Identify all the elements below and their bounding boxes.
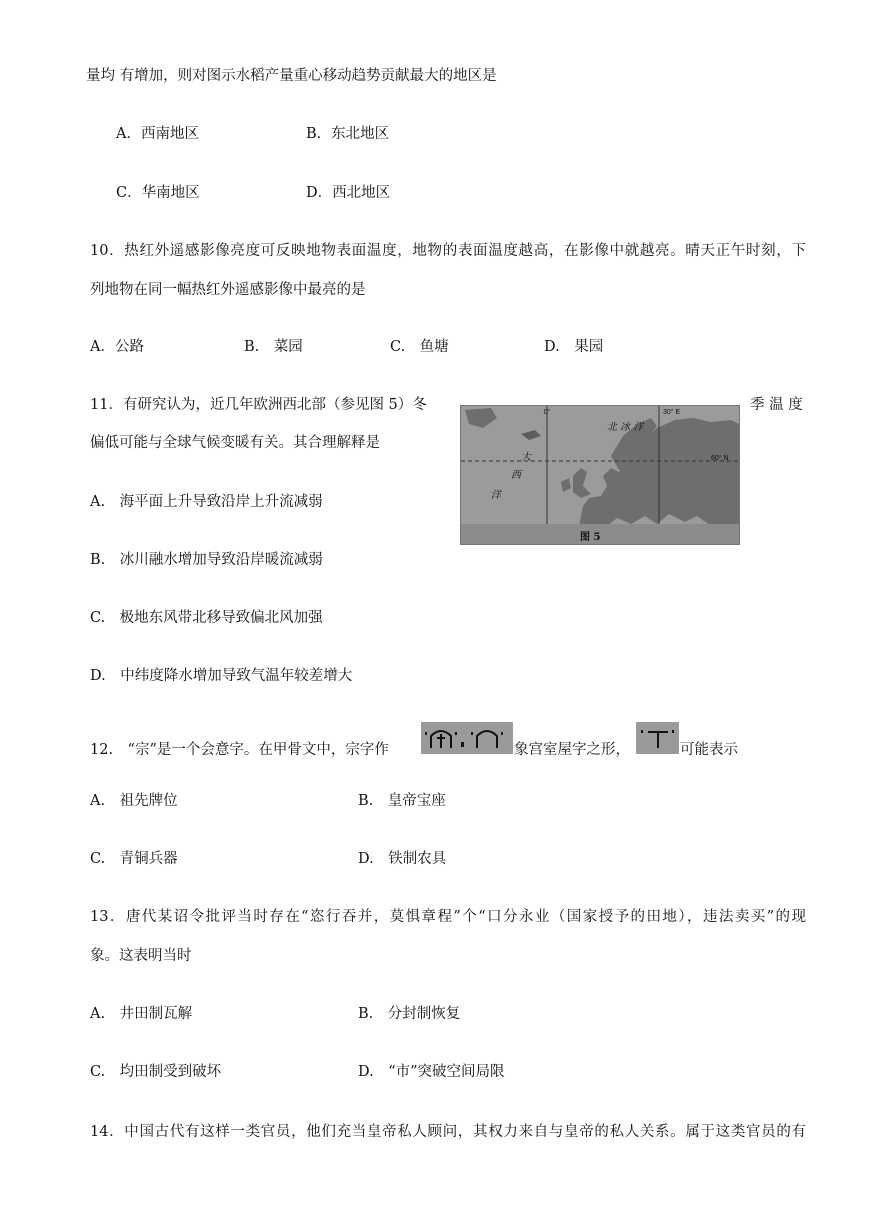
europe-map-figure xyxy=(460,405,740,545)
q10-stem-line2: 列地物在同一幅热红外遥感影像中最亮的是 xyxy=(90,282,366,298)
atlantic-label-3: 洋 xyxy=(491,490,501,501)
q10-option-a[interactable]: A．公路 xyxy=(90,339,144,355)
q9-stem-tail: 量均 有增加，则对图示水稻产量重心移动趋势贡献最大的地区是 xyxy=(86,68,497,84)
q12-option-b[interactable]: B. 皇帝宝座 xyxy=(358,793,446,809)
q13-option-d[interactable]: D. “市”突破空间局限 xyxy=(358,1064,505,1080)
q12-stem-part3: 可能表示 xyxy=(680,742,738,758)
oracle-bone-zong-glyphs-image xyxy=(421,722,513,754)
q10-option-b[interactable]: B. 菜园 xyxy=(244,339,303,355)
atlantic-label-1: 大 xyxy=(521,452,531,463)
q11-option-c[interactable]: C. 极地东风带北移导致偏北风加强 xyxy=(90,610,323,626)
q14-stem-line1: 14．中国古代有这样一类官员，他们充当皇帝私人顾问，其权力来自与皇帝的私人关系。属于这类官员的有 xyxy=(90,1124,806,1140)
lat-label-60n: 60° N xyxy=(711,455,729,462)
q11-stem-part2: 季 温 度 xyxy=(750,397,803,413)
q11-stem-part1: 11．有研究认为，近几年欧洲西北部（参见图 5）冬 xyxy=(90,397,427,413)
q12-option-c[interactable]: C. 青铜兵器 xyxy=(90,851,178,867)
arctic-ocean-label: 北 冰 洋 xyxy=(607,422,644,433)
q9-option-b[interactable]: B．东北地区 xyxy=(306,126,390,142)
q12-option-a[interactable]: A. 祖先牌位 xyxy=(90,793,178,809)
q11-option-d[interactable]: D. 中纬度降水增加导致气温年较差增大 xyxy=(90,668,353,684)
q13-option-c[interactable]: C. 均田制受到破坏 xyxy=(90,1064,222,1080)
q11-option-b[interactable]: B. 冰川融水增加导致沿岸暖流减弱 xyxy=(90,552,323,568)
q9-option-d[interactable]: D．西北地区 xyxy=(306,185,391,201)
q13-option-b[interactable]: B. 分封制恢复 xyxy=(358,1006,461,1022)
q10-stem-line1: 10．热红外遥感影像亮度可反映地物表面温度，地物的表面温度越高，在影像中就越亮。晴天正午时刻，下 xyxy=(90,243,806,259)
q12-option-d[interactable]: D. 铁制农具 xyxy=(358,851,447,867)
q11-stem-line2: 偏低可能与全球气候变暖有关。其合理解释是 xyxy=(90,435,380,451)
q10-option-d[interactable]: D. 果园 xyxy=(544,339,604,355)
zong-glyph-icon xyxy=(421,722,513,754)
q13-option-a[interactable]: A. 井田制瓦解 xyxy=(90,1006,193,1022)
shi-glyph-icon xyxy=(636,722,679,754)
figure-caption: 图 5 xyxy=(580,532,601,543)
q13-stem-line1: 13．唐代某诏令批评当时存在“恣行吞并，莫惧章程”个“口分永业（国家授予的田地），违法卖买”的现 xyxy=(90,909,806,925)
q9-option-c[interactable]: C．华南地区 xyxy=(116,185,200,201)
q12-stem-part1: 12. “宗”是一个会意字。在甲骨文中，宗字作 xyxy=(90,742,389,758)
atlantic-label-2: 西 xyxy=(511,470,521,481)
q12-stem-part2: 象宫室屋字之形， xyxy=(514,742,630,758)
q10-option-c[interactable]: C. 鱼塘 xyxy=(390,339,449,355)
lon-label-30e: 30° E xyxy=(663,409,681,416)
q11-option-a[interactable]: A. 海平面上升导致沿岸上升流减弱 xyxy=(90,494,323,510)
q9-option-a[interactable]: A．西南地区 xyxy=(116,126,199,142)
oracle-bone-shi-glyph-image xyxy=(636,722,679,754)
q13-stem-line2: 象。这表明当时 xyxy=(90,948,192,964)
europe-map xyxy=(461,406,739,544)
lon-label-0: 0° xyxy=(543,409,551,416)
